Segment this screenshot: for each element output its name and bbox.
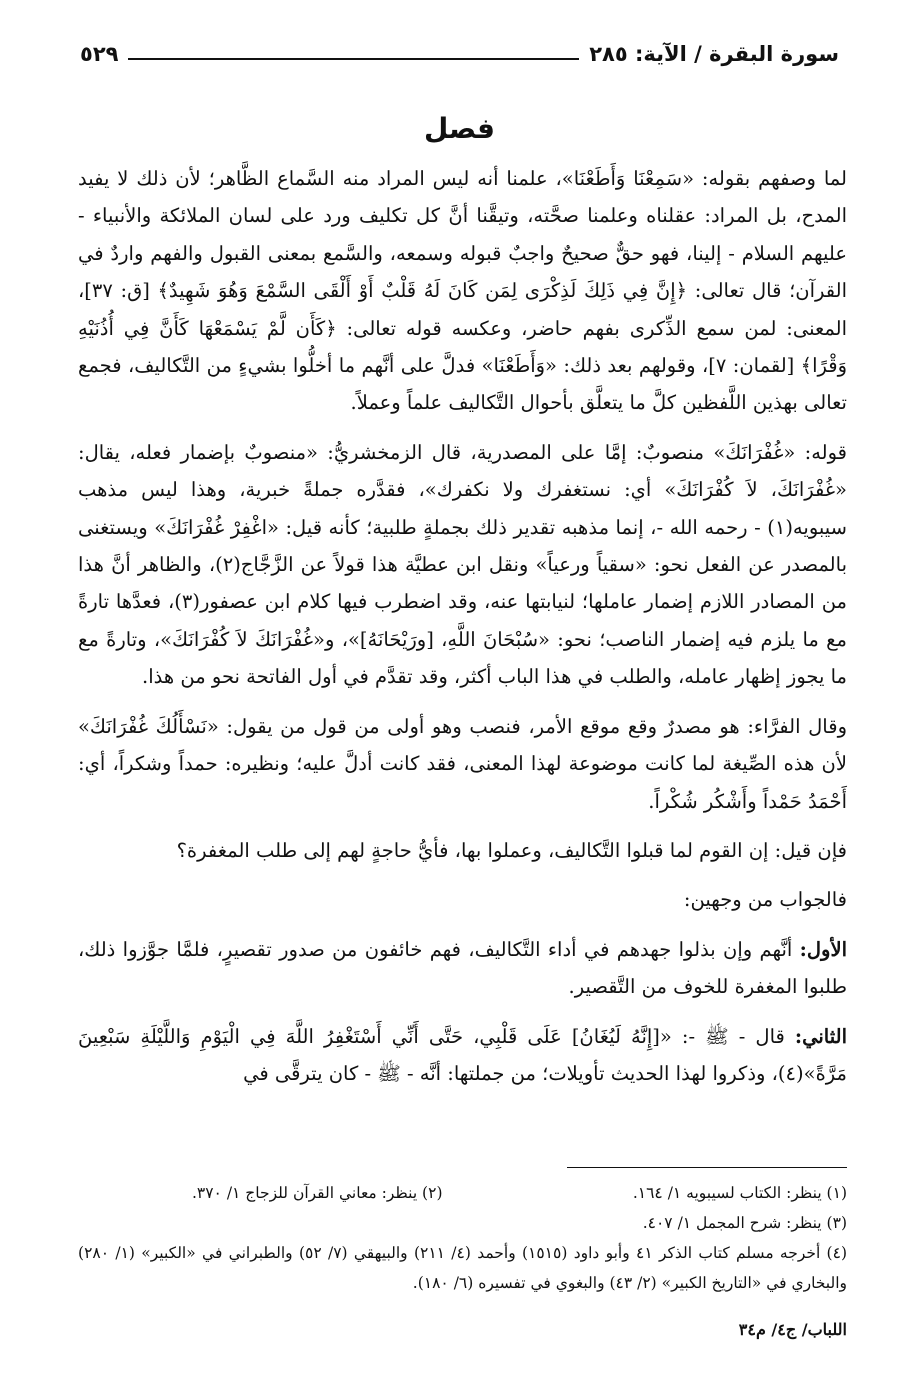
paragraph-1: لما وصفهم بقوله: «سَمِعْنَا وَأَطَعْنَا»، علمنا أنه ليس المراد منه السَّماع الظَّاهر؛ لأن ذلك لا يفيد المدح، بل المراد: عقلناه وعلمنا صحَّته، وتيقَّنا أنَّ كل تكليف ورد على لسان الملائكة والأنبياء - عليهم السلام - إلينا، فهو حقٌّ صحيحٌ واجبٌ قبوله وسمعه، والسَّمع بمعنى القبول والفهم واردٌ في القرآن؛ قال تعالى: ﴿إِنَّ فِي ذَلِكَ لَذِكْرَى لِمَن كَانَ لَهُ قَلْبٌ أَوْ أَلْقَى السَّمْعَ وَهُوَ شَهِيدٌ﴾ [ق: ٣٧]، المعنى: لمن سمع الذِّكرى بفهم حاضر، وعكسه قوله تعالى: ﴿كَأَن لَّمْ يَسْمَعْهَا كَأَنَّ فِي أُذُنَيْهِ وَقْرًا﴾ [لقمان: ٧]، وقولهم بعد ذلك: «وَأَطَعْنَا» فدلَّ على أنَّهم ما أخلُّوا بشيءٍ من التَّكاليف، فجمع تعالى بهذين اللَّفظين كلَّ ما يتعلَّق بأحوال التَّكاليف علماً وعملاً. — [78, 167, 847, 415]
paragraph-3: وقال الفرَّاء: هو مصدرٌ وقع موقع الأمر، فنصب وهو أولى من قول من يقول: «نَسْأَلُكَ غُفْرَانَكَ» لأن هذه الصِّيغة لما كانت موضوعة لهذا المعنى، فقد كانت أدلَّ عليه؛ ونظيره: حمداً وشكراً، أي: أَحْمَدُ حَمْداً وأَشْكُر شُكْراً. — [78, 714, 847, 813]
running-header — [80, 36, 839, 66]
footnote-rule — [567, 1167, 847, 1168]
footnote-2: (٢) ينظر: معاني القرآن للزجاج ١/ ٣٧٠. — [191, 1184, 443, 1202]
footnote-row — [78, 1208, 847, 1238]
paragraph-first-answer — [78, 931, 847, 1006]
second-answer-label: الثاني: — [794, 1024, 847, 1048]
second-answer-text: قال - ﷺ -: «[إِنَّهُ لَيُغَانُ] عَلَى قَلْبِي، حَتَّى أَنِّي أَسْتَغْفِرُ اللَّهَ فِي الْيَوْمِ وَاللَّيْلَةِ سَبْعِينَ مَرَّةً»(٤)، وذكروا لهذا الحديث تأويلات؛ من جملتها: أنَّه - ﷺ - كان يترقَّى في — [78, 1024, 847, 1085]
section-title: فصل — [424, 112, 495, 145]
main-text — [78, 160, 847, 1104]
footnote-1: (١) ينظر: الكتاب لسيبويه ١/ ١٦٤. — [632, 1184, 847, 1202]
paragraph-5: فالجواب من وجهين: — [683, 888, 847, 912]
paragraph-2: قوله: «غُفْرَانَكَ» منصوبٌ: إمَّا على المصدرية، قال الزمخشريُّ: «منصوبٌ بإضمار فعله، يقال: «غُفْرَانَكَ، لاَ كُفْرَانَكَ» أي: نستغفرك ولا نكفرك»، فقدَّره جملةً خبرية، وهذا ليس مذهب سيبويه(١) - رحمه الله -، إنما مذهبه تقدير ذلك بجملةٍ طلبية؛ كأنه قيل: «اغْفِرْ غُفْرَانَكَ» ويستغنى بالمصدر عن الفعل نحو: «سقياً ورعياً» ونقل ابن عطيَّة هذا قولاً عن الزَّجَّاج(٢)، والظاهر أنَّ هذا من المصادر اللازم إضمار عاملها؛ لنيابتها عنه، وقد اضطرب فيها كلام ابن عصفور(٣)، فعدَّها تارةً مع ما يلزم فيه إضمار الناصب؛ نحو: «سُبْحَانَ اللَّهِ، [ورَيْحَانَهُ]»، و«غُفْرَانَكَ لاَ كُفْرَانَكَ»، وتارةً مع ما يجوز إظهار عامله، والطلب في هذا الباب أكثر، وقد تقدَّم في أول الفاتحة نحو من هذا. — [78, 440, 847, 689]
footnote-row — [78, 1178, 847, 1208]
footnote-3: (٣) ينظر: شرح المجمل ١/ ٤٠٧. — [642, 1214, 847, 1232]
footnote-4: (٤) أخرجه مسلم كتاب الذكر ٤١ وأبو داود (١٥١٥) وأحمد (٤/ ٢١١) والبيهقي (٧/ ٥٢) والطبراني في «الكبير» (١/ ٢٨٠) والبخاري في «التاريخ الكبير» (٢/ ٤٣) والبغوي في تفسيره (٦/ ١٨٠). — [78, 1244, 847, 1292]
paragraph-second-answer — [78, 1018, 847, 1093]
page-number: ٥٢٩ — [80, 42, 119, 66]
paragraph-4: فإن قيل: إن القوم لما قبلوا التَّكاليف، وعملوا بها، فأيُّ حاجةٍ لهم إلى طلب المغفرة؟ — [176, 838, 847, 862]
footnotes — [78, 1178, 847, 1298]
printer-signature: اللباب/ ج٤/ م٣٤ — [738, 1320, 847, 1339]
surah-verse-label: سورة البقرة / الآية: ٢٨٥ — [589, 42, 839, 66]
header-rule — [128, 58, 579, 60]
first-answer-text: أنَّهم وإن بذلوا جهدهم في أداء التَّكاليف، فهم خائفون من صدور تقصيرٍ، فلمَّا جوَّزوا ذلك، طلبوا المغفرة للخوف من التَّقصير. — [78, 937, 847, 999]
first-answer-label: الأول: — [799, 937, 847, 961]
